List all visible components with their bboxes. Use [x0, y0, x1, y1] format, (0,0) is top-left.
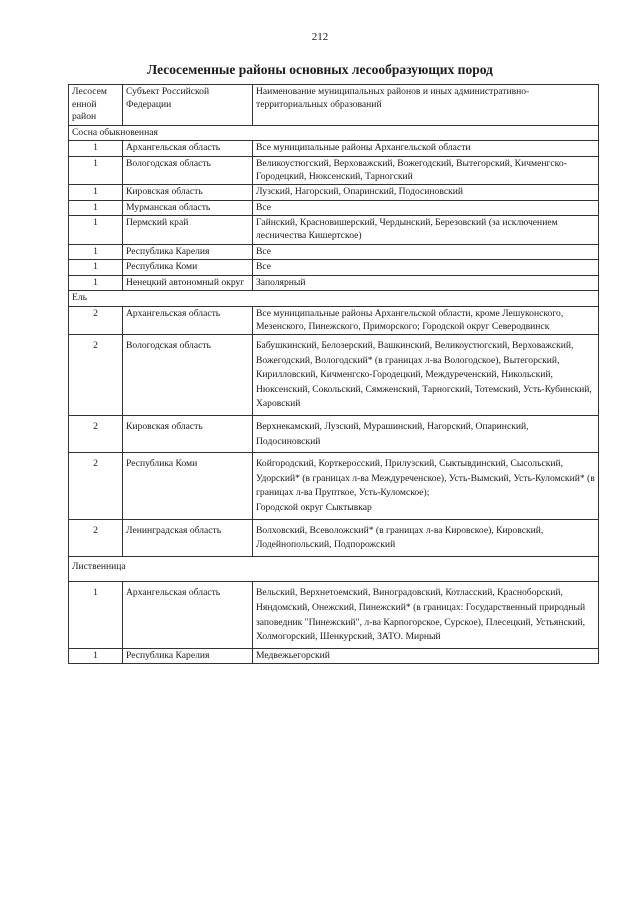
section-title: Ель: [69, 291, 599, 307]
subject-cell: Вологодская область: [123, 335, 253, 416]
table-row: [69, 519, 599, 556]
subject-cell: Мурманская область: [123, 200, 253, 216]
section-title: Лиственница: [69, 556, 599, 582]
areas-text-extra: Городской округ Сыктывкар: [256, 502, 372, 514]
section-row-pine: [69, 125, 599, 141]
subject-cell: Ненецкий автономный округ: [123, 275, 253, 291]
subject-cell: Республика Коми: [123, 260, 253, 276]
areas-cell: Все муниципальные районы Архангельской области, кроме Лешуконского, Мезенского, Пинежского, Приморского; Городской округ Северодвинск: [253, 306, 599, 334]
zone-cell: 2: [69, 306, 123, 334]
table-row: [69, 648, 599, 664]
areas-cell: Волховский, Всеволожский* (в границах л-ва Кировское), Кировский, Лодейнопольский, Подпорожский: [253, 519, 599, 556]
table-row: [69, 156, 599, 184]
areas-text: Койгородский, Корткеросский, Прилузский, Сыктывдинский, Сысольский, Удорский* (в границах л-ва Междуреченское), Усть-Вымский, Усть-Куломский* (в границах л-ва Прупткое, Усть-Куломское);: [256, 458, 595, 499]
zone-cell: 2: [69, 453, 123, 519]
header-areas: Наименование муниципальных районов и иных административно-территориальных образований: [253, 85, 599, 126]
areas-cell: Все муниципальные районы Архангельской области: [253, 141, 599, 157]
subject-cell: Кировская область: [123, 185, 253, 201]
subject-cell: Архангельская область: [123, 582, 253, 648]
areas-cell: Вельский, Верхнетоемский, Виноградовский, Котласский, Красноборский, Няндомский, Онежский, Пинежский* (в границах: Государственный природный заповедник "Пинежский", л-ва Карпогорское, Сурское), Плесецкий, Устьянский, Холмогорский, Шенкурский, ЗАТО. Мирный: [253, 582, 599, 648]
header-subject: Субъект Российской Федерации: [123, 85, 253, 126]
subject-cell: Архангельская область: [123, 306, 253, 334]
header-zone: Лесосем енной район: [69, 85, 123, 126]
subject-cell: Республика Коми: [123, 453, 253, 519]
subject-cell: Кировская область: [123, 416, 253, 453]
zone-cell: 1: [69, 185, 123, 201]
subject-cell: Республика Карелия: [123, 648, 253, 664]
zone-cell: 2: [69, 335, 123, 416]
subject-cell: Республика Карелия: [123, 244, 253, 260]
section-row-spruce: [69, 291, 599, 307]
table-row: [69, 141, 599, 157]
document-title: Лесосеменные районы основных лесообразующих пород: [147, 62, 493, 77]
subject-cell: Вологодская область: [123, 156, 253, 184]
zone-cell: 1: [69, 244, 123, 260]
zone-cell: 1: [69, 275, 123, 291]
zone-cell: 1: [69, 582, 123, 648]
areas-cell: Заполярный: [253, 275, 599, 291]
zone-cell: 1: [69, 200, 123, 216]
areas-cell: Гайнский, Красновишерский, Чердынский, Березовский (за исключением лесничества Кишертское): [253, 216, 599, 244]
table-row: [69, 185, 599, 201]
subject-cell: Архангельская область: [123, 141, 253, 157]
areas-cell: Бабушкинский, Белозерский, Вашкинский, Великоустюгский, Верховажский, Вожегодский, Вологодский* (в границах л-ва Вологодское), Вытегорский, Кирилловский, Кичменгско-Городецкий, Междуреченский, Никольский, Нюксенский, Сокольский, Сямженский, Тарногский, Тотемский, Усть-Кубинский, Харовский: [253, 335, 599, 416]
zone-cell: 1: [69, 648, 123, 664]
table-row: [69, 306, 599, 334]
zone-cell: 1: [69, 156, 123, 184]
areas-cell: Все: [253, 244, 599, 260]
table-row: [69, 216, 599, 244]
zone-cell: 2: [69, 519, 123, 556]
seed-zones-table: [68, 84, 599, 664]
zone-cell: 1: [69, 141, 123, 157]
table-row: [69, 244, 599, 260]
zone-cell: 1: [69, 260, 123, 276]
zone-cell: 2: [69, 416, 123, 453]
table-row: [69, 275, 599, 291]
zone-cell: 1: [69, 216, 123, 244]
page-number: 212: [311, 31, 329, 43]
table-row: [69, 416, 599, 453]
areas-cell: Все: [253, 200, 599, 216]
areas-cell: [253, 453, 599, 519]
table-row: [69, 335, 599, 416]
table-row: [69, 260, 599, 276]
areas-cell: Верхнекамский, Лузский, Мурашинский, Нагорский, Опаринский, Подосиновский: [253, 416, 599, 453]
table-row: [69, 582, 599, 648]
section-title: Сосна обыкновенная: [69, 125, 599, 141]
table-header-row: [69, 85, 599, 126]
areas-cell: Великоустюгский, Верховажский, Вожегодский, Вытегорский, Кичменгско-Городецкий, Нюксенский, Тарногский: [253, 156, 599, 184]
subject-cell: Пермский край: [123, 216, 253, 244]
areas-cell: Все: [253, 260, 599, 276]
section-row-larch: [69, 556, 599, 582]
subject-cell: Ленинградская область: [123, 519, 253, 556]
areas-cell: Лузский, Нагорский, Опаринский, Подосиновский: [253, 185, 599, 201]
areas-cell: Медвежьегорский: [253, 648, 599, 664]
table-row: [69, 453, 599, 519]
table-row: [69, 200, 599, 216]
